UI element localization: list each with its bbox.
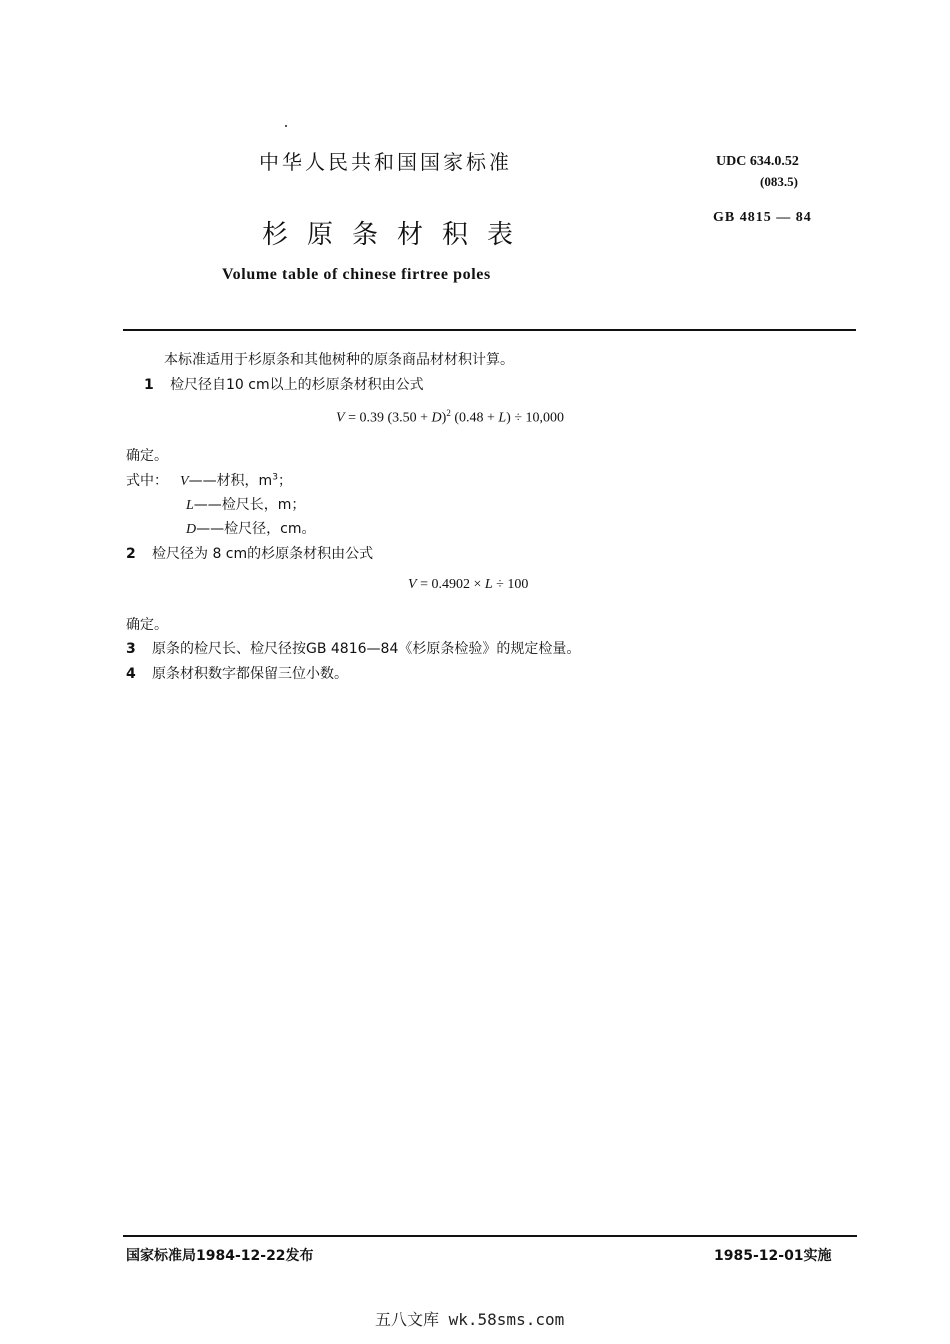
clause-2 [126,543,373,563]
formula-2 [408,577,528,593]
clause-number: 4 [126,666,136,682]
formula-part: ) [441,410,447,426]
intro-paragraph: 本标准适用于杉原条和其他树种的原条商品材材积计算。 [164,352,514,368]
def-l: ——检尺长，m； [193,497,306,513]
clause-number: 1 [144,377,154,393]
formula-part: ÷ 100 [492,577,529,592]
formula-part: = 0.39 (3.50 + [344,410,432,426]
exponent: 3 [272,472,278,483]
udc-code [716,154,799,170]
document-title: 杉原条材积表 [262,220,533,250]
formula-part: = 0.4902 × [416,577,485,592]
bottom-divider [123,1235,857,1237]
clause-3 [126,638,580,658]
udc-number: 634.0.52 [749,154,799,169]
top-divider [123,329,856,331]
issue-date: 国家标准局1984-12-22发布 [126,1248,314,1264]
where-line-v [126,470,292,490]
exponent: 2 [446,408,451,418]
clause-text: 检尺径自10 cm以上的杉原条材积由公式 [170,377,424,393]
clause-number: 3 [126,641,136,657]
var-v: V [180,474,189,489]
clause-text: 检尺径为 8 cm的杉原条材积由公式 [152,546,374,562]
def-v: ——材积，m [188,473,273,489]
udc-subcode: (083.5) [760,174,798,189]
var-l: L [484,577,493,592]
scan-speck [285,125,287,127]
formula-part: (0.48 + [450,410,499,426]
where-label: 式中： [126,473,168,489]
clause-1 [144,374,424,394]
clause-text: 原条材积数字都保留三位小数。 [152,666,348,682]
def-d: ——检尺径，cm。 [196,521,316,537]
var-v: V [408,577,417,592]
site-watermark: 五八文库 wk.58sms.com [375,1310,565,1329]
determine-2: 确定。 [126,617,168,633]
clause-number: 2 [126,546,136,562]
determine-1: 确定。 [126,448,168,464]
udc-label: UDC [716,154,747,169]
clause-text: 原条的检尺长、检尺径按GB 4816—84《杉原条检验》的规定检量。 [152,641,581,657]
var-l: L [498,410,507,426]
where-line-d [186,518,315,538]
clause-4 [126,663,348,683]
var-v: V [336,410,345,426]
formula-part: ) ÷ 10,000 [506,410,565,426]
document-title-english: Volume table of chinese firtree poles [222,266,491,283]
national-standard-heading: 中华人民共和国国家标准 [259,150,512,174]
var-d: D [186,522,197,537]
var-l: L [186,498,194,513]
where-line-l [186,494,305,514]
def-v-end: ； [277,473,292,489]
gb-number: GB 4815 — 84 [713,210,812,225]
formula-1 [336,408,564,427]
implementation-date: 1985-12-01实施 [714,1248,832,1264]
var-d: D [431,410,442,426]
